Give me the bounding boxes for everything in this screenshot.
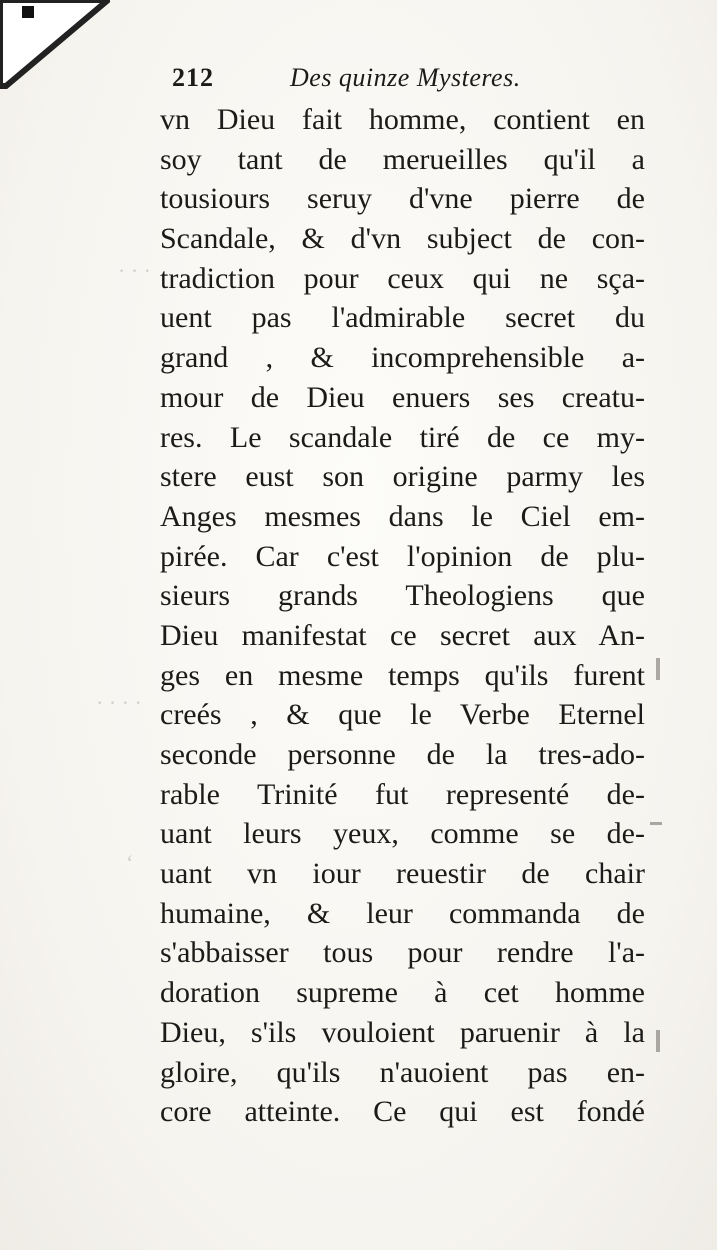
text-line: Dieu manifestat ce secret aux An-	[160, 618, 645, 652]
text-line: sieurs grands Theologiens que	[160, 579, 645, 613]
text-line: soy tant de merueilles qu'il a	[160, 142, 645, 176]
body-text	[160, 100, 645, 1132]
margin-mark-right-3	[650, 822, 662, 825]
running-title: Des quinze Mysteres.	[290, 63, 521, 92]
text-line: grand , & incomprehensible a-	[160, 341, 645, 375]
text-line: Anges mesmes dans le Ciel em-	[160, 499, 645, 533]
text-line: humaine, & leur commanda de	[160, 896, 645, 930]
bleed-through-left-1: · · ·	[118, 258, 151, 283]
text-line: s'abbaisser tous pour rendre l'a-	[160, 936, 645, 970]
bleed-through-left-2: · · · ·	[96, 690, 142, 715]
text-line: Scandale, & d'vn subject de con-	[160, 222, 645, 256]
text-line: doration supreme à cet homme	[160, 976, 645, 1010]
text-line: creés , & que le Verbe Eternel	[160, 698, 645, 732]
page-corner-fold-mark	[0, 0, 110, 90]
text-line: Dieu, s'ils vouloient paruenir à la	[160, 1015, 645, 1049]
text-line: uent pas l'admirable secret du	[160, 301, 645, 335]
bleed-through-left-3: ‘	[126, 850, 134, 875]
page-number: 212	[172, 63, 214, 92]
text-line: tousiours seruy d'vne pierre de	[160, 182, 645, 216]
text-line: seconde personne de la tres-ado-	[160, 738, 645, 771]
text-line: uant vn iour reuestir de chair	[160, 857, 645, 891]
text-line: ges en mesme temps qu'ils furent	[160, 658, 645, 692]
text-line: pirée. Car c'est l'opinion de plu-	[160, 539, 645, 573]
text-line: vn Dieu fait homme, contient en	[160, 103, 645, 136]
text-line: gloire, qu'ils n'auoient pas en-	[160, 1055, 645, 1089]
margin-mark-right-2	[656, 1030, 660, 1052]
text-line: rable Trinité fut representé de-	[160, 777, 645, 811]
text-line: uant leurs yeux, comme se de-	[160, 817, 645, 851]
margin-mark-right-1	[656, 658, 660, 680]
text-line: tradiction pour ceux qui ne sça-	[160, 261, 645, 295]
text-line: stere eust son origine parmy les	[160, 460, 645, 494]
text-line: core atteinte. Ce qui est fondé	[160, 1095, 645, 1129]
text-line: res. Le scandale tiré de ce my-	[160, 420, 645, 454]
text-line: mour de Dieu enuers ses creatu-	[160, 380, 645, 414]
running-head	[172, 58, 592, 98]
